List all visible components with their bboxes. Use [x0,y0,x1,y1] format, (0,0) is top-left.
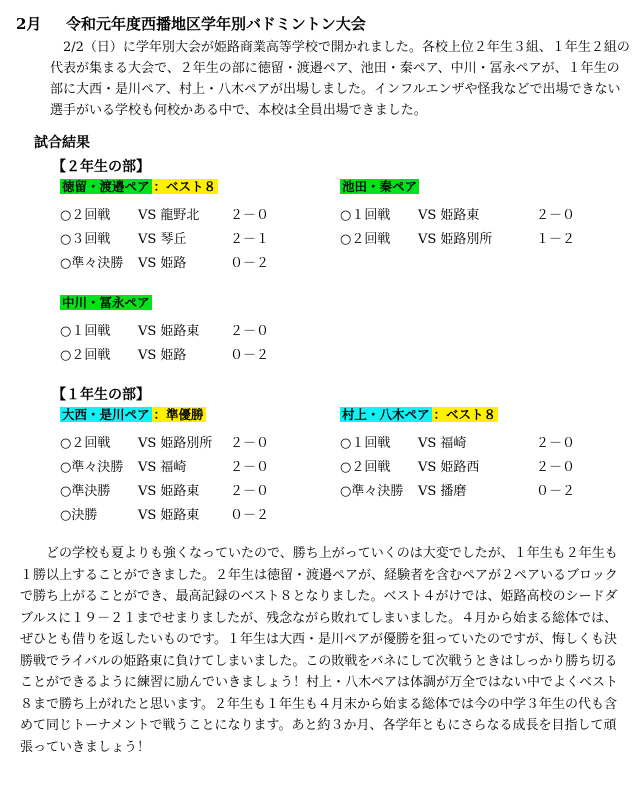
pair-award: ：準優勝 [153,407,204,422]
match-score: ０－２ [230,348,270,363]
pair-label [340,406,498,424]
match-score: ０－２ [230,508,270,523]
match-opponent: VS 姫路別所 [418,232,493,247]
match-score: ０－２ [536,484,576,499]
match-opponent: VS 姫路東 [138,484,200,499]
match-round: ○２回戦 [60,436,111,451]
match-opponent: VS 龍野北 [138,208,200,223]
match-round: ○準々決勝 [60,256,124,271]
pair-award: ：ベスト８ [433,407,497,422]
match-opponent: VS 播磨 [418,484,467,499]
pair-label [340,178,419,196]
match-round: ○２回戦 [340,460,391,475]
match-score: ２－０ [230,460,270,475]
match-round: ○準々決勝 [60,460,124,475]
match-round: ○３回戦 [60,232,111,247]
match-score: ２－０ [230,436,270,451]
match-score: ２－０ [536,208,576,223]
pair-name: 村上・八木ペア [342,407,430,422]
pair-name: 中川・冨永ペア [62,295,150,310]
match-round: ○２回戦 [60,348,111,363]
match-round: ○準決勝 [60,484,111,499]
match-opponent: VS 琴丘 [138,232,187,247]
match-opponent: VS 姫路東 [138,508,200,523]
match-score: ２－０ [536,436,576,451]
match-score: ０－２ [230,256,270,271]
match-opponent: VS 福崎 [138,460,187,475]
results-heading: 試合結果 [34,135,90,151]
pair-label [60,294,152,312]
match-round: ○２回戦 [340,232,391,247]
match-opponent: VS 福崎 [418,436,467,451]
match-opponent: VS 姫路 [138,256,187,271]
match-round: ○準々決勝 [340,484,404,499]
pair-name: 池田・秦ペア [342,179,418,194]
match-score: ２－０ [536,460,576,475]
match-round: ○２回戦 [60,208,111,223]
pair-name: 徳留・渡邉ペア [62,179,150,194]
closing-paragraph: どの学校も夏よりも強くなっていたので、勝ち上がっていくのは大変でしたが、１年生も２年生も１勝以上することができました。２年生は徳留・渡邉ペアが、経験者を含むペアが２ペアいるブロックで勝ち上がることができ、最高記録のベスト８となりました。ベスト４がけでは、姫路高校のシードダブルスに１９－２１までせまりましたが、残念ながら敗れてしまいました。４月から始まる総体では、ぜひとも借りを返したいものです。１年生は大西・是川ペアが優勝を狙っていたのですが、悔しくも決勝戦でライバルの姫路東に負けてしまいました。この敗戦をバネにして次戦うときはしっかり勝ち切ることができるように練習に励んでいきましょう！村上・八木ペアは体調が万全ではない中でよくベスト８まで勝ち上がれたと思います。２年生も１年生も４月末から始まる総体では今の中学３年生の代も含めて同じトーナメントで戦うことになります。あと約３か月、各学年ともにさらなる成長を目指して頑張っていきましょう！ [20,546,619,755]
match-score: ２－０ [230,484,270,499]
pair-label [60,178,218,196]
match-round: ○決勝 [60,508,98,523]
header-month: 2月 [16,15,42,33]
match-score: ２－１ [230,232,270,247]
match-opponent: VS 姫路別所 [138,436,213,451]
match-opponent: VS 姫路 [138,348,187,363]
match-opponent: VS 姫路東 [418,208,480,223]
match-round: ○１回戦 [340,436,391,451]
match-opponent: VS 姫路東 [138,324,200,339]
grade1-heading: 【１年生の部】 [52,387,150,403]
match-round: ○１回戦 [340,208,391,223]
pair-name: 大西・是川ペア [62,407,150,422]
match-score: ２－０ [230,208,270,223]
intro-paragraph: 2/2（日）に学年別大会が姫路商業高等学校で開かれました。各校上位２年生３組、１年生２組の代表が集まる大会で、２年生の部に徳留・渡邉ペア、池田・秦ペア、中川・冨永ペアが、１年生の部に大西・是川ペア、村上・八木ペアが出場しました。インフルエンザや怪我などで出場できない選手がいる学校も何校かある中で、本校は全員出場できました。 [50,40,630,118]
page-title: 令和元年度西播地区学年別バドミントン大会 [66,15,366,33]
match-score: １－２ [536,232,576,247]
match-round: ○１回戦 [60,324,111,339]
pair-label [60,406,206,424]
grade2-heading: 【２年生の部】 [52,159,150,175]
match-score: ２－０ [230,324,270,339]
match-opponent: VS 姫路西 [418,460,480,475]
pair-award: ：ベスト８ [153,179,217,194]
